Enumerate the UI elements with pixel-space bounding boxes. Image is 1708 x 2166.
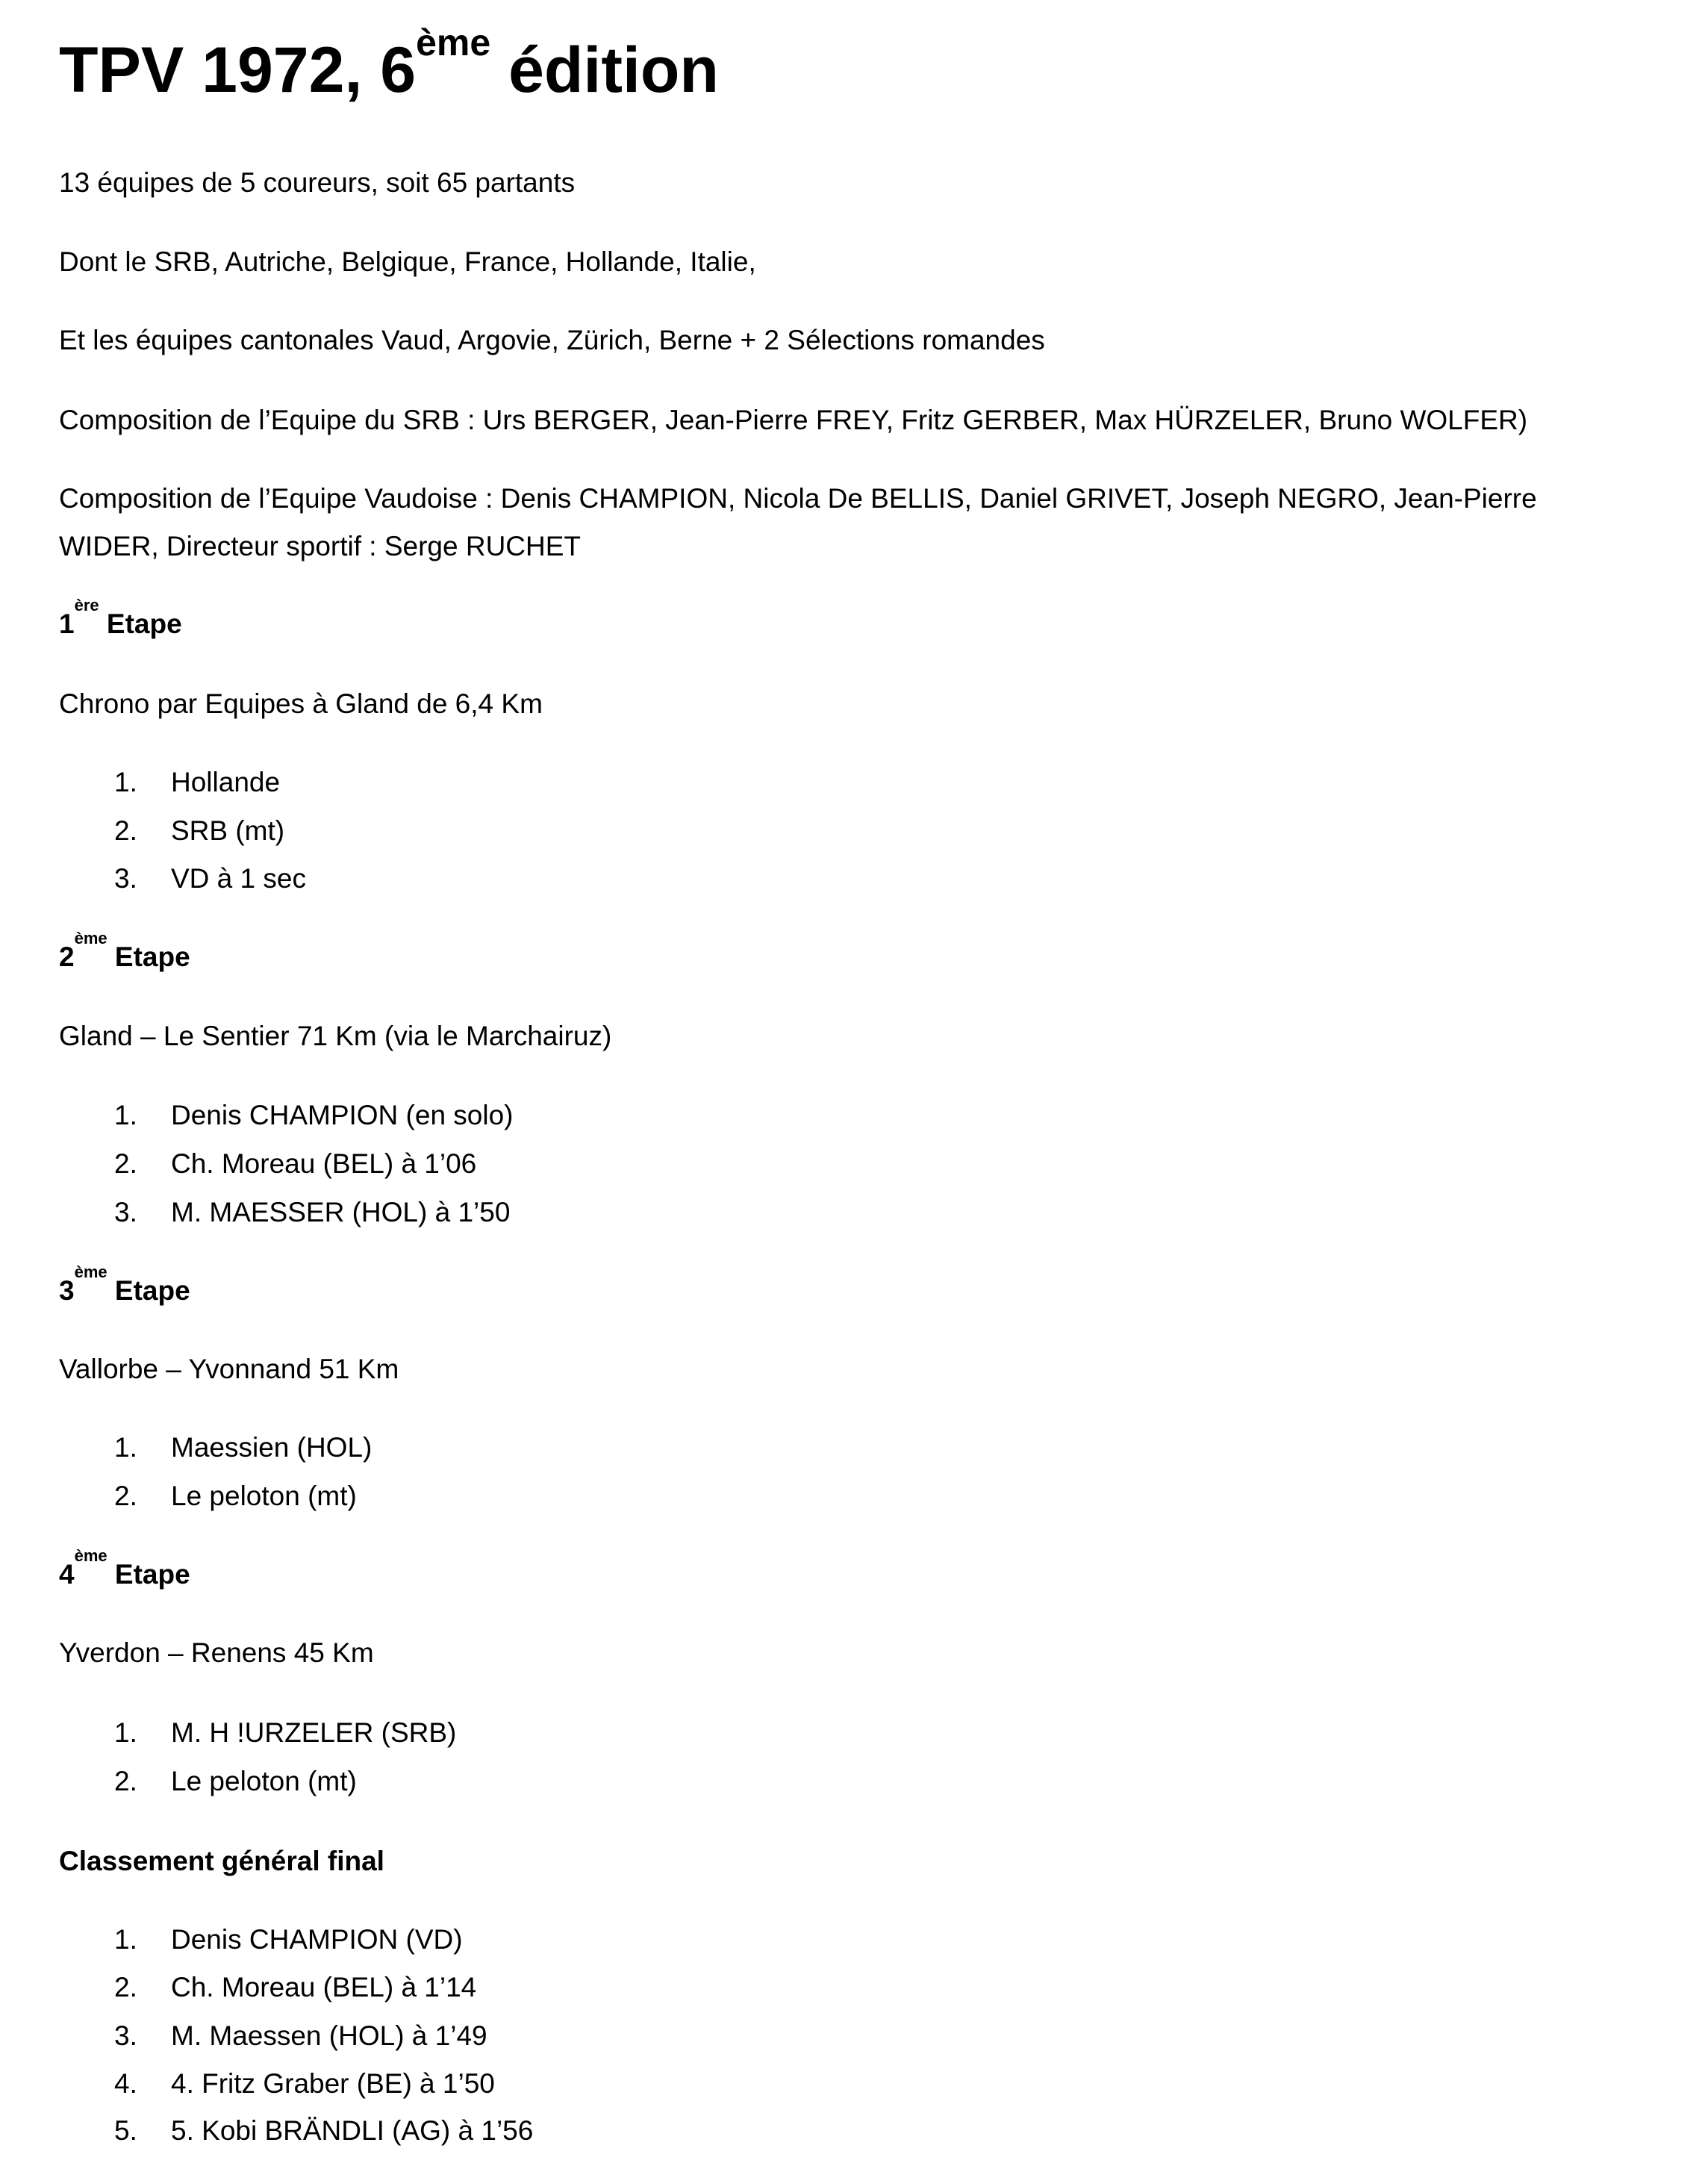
rank: 1. (114, 1924, 137, 1955)
result: Denis CHAMPION (VD) (171, 1924, 463, 1955)
intro-cantonal-teams: Et les équipes cantonales Vaud, Argovie, Zürich, Berne + 2 Sélections romandes (59, 325, 1045, 355)
stage-label: Etape (107, 942, 190, 972)
stage-number: 1 (59, 609, 75, 639)
rank: 3. (114, 2020, 137, 2051)
intro-srb-composition: Composition de l’Equipe du SRB : Urs BERGER, Jean-Pierre FREY, Fritz GERBER, Max HÜRZELER, Bruno WOLFER) (59, 405, 1528, 435)
stage-2-heading (59, 929, 190, 981)
page-title (59, 22, 719, 108)
rank: 3. (114, 863, 137, 894)
result: Ch. Moreau (BEL) à 1’06 (171, 1148, 477, 1179)
intro-national-teams: Dont le SRB, Autriche, Belgique, France, Hollande, Italie, (59, 246, 756, 277)
result: VD à 1 sec (171, 863, 306, 894)
stage-number: 2 (59, 942, 75, 972)
stage-label: Etape (107, 1275, 190, 1306)
rank: 5. (114, 2115, 137, 2146)
stage-number: 3 (59, 1275, 75, 1306)
stage-number: 4 (59, 1559, 75, 1590)
title-main: TPV 1972, 6 (59, 34, 417, 106)
result: Hollande (171, 767, 281, 797)
stage-superscript: ème (74, 1546, 107, 1565)
rank: 2. (114, 1481, 137, 1511)
stage-label: Etape (107, 1559, 190, 1590)
rank: 1. (114, 1100, 137, 1130)
intro-teams-count: 13 équipes de 5 coureurs, soit 65 partants (59, 167, 576, 198)
stage-1-route: Chrono par Equipes à Gland de 6,4 Km (59, 688, 543, 719)
stage-3-route: Vallorbe – Yvonnand 51 Km (59, 1354, 399, 1384)
rank: 2. (114, 815, 137, 846)
stage-superscript: ème (74, 929, 107, 947)
result: 5. Kobi BRÄNDLI (AG) à 1’56 (171, 2115, 534, 2146)
result: M. Maessen (HOL) à 1’49 (171, 2020, 487, 2051)
result: M. MAESSER (HOL) à 1’50 (171, 1197, 511, 1227)
stage-3-heading (59, 1263, 190, 1315)
stage-1-heading (59, 596, 182, 648)
stage-2-route: Gland – Le Sentier 71 Km (via le Marchairuz) (59, 1021, 612, 1051)
rank: 1. (114, 1717, 137, 1748)
rank: 1. (114, 1432, 137, 1463)
title-rest: édition (490, 34, 719, 106)
stage-superscript: ère (74, 596, 99, 614)
stage-4-heading (59, 1546, 190, 1599)
title-superscript: ème (416, 22, 491, 63)
stage-label: Etape (99, 609, 182, 639)
rank: 1. (114, 767, 137, 797)
result: Le peloton (mt) (171, 1481, 357, 1511)
result: Denis CHAMPION (en solo) (171, 1100, 514, 1130)
result: Maessien (HOL) (171, 1432, 373, 1463)
result: Ch. Moreau (BEL) à 1’14 (171, 1972, 477, 2002)
rank: 2. (114, 1766, 137, 1796)
result: 4. Fritz Graber (BE) à 1’50 (171, 2068, 495, 2099)
rank: 3. (114, 1197, 137, 1227)
rank: 2. (114, 1972, 137, 2002)
stage-superscript: ème (74, 1263, 107, 1281)
rank: 2. (114, 1148, 137, 1179)
final-classification-heading: Classement général final (59, 1846, 384, 1876)
intro-vaud-composition: Composition de l’Equipe Vaudoise : Denis CHAMPION, Nicola De BELLIS, Daniel GRIVET, Joseph NEGRO, Jean-Pierre WIDER, Directeur sportif : Serge RUCHET (59, 483, 1537, 561)
result: Le peloton (mt) (171, 1766, 357, 1796)
result: M. H !URZELER (SRB) (171, 1717, 457, 1748)
result: SRB (mt) (171, 815, 285, 846)
rank: 4. (114, 2068, 137, 2099)
stage-4-route: Yverdon – Renens 45 Km (59, 1637, 374, 1668)
